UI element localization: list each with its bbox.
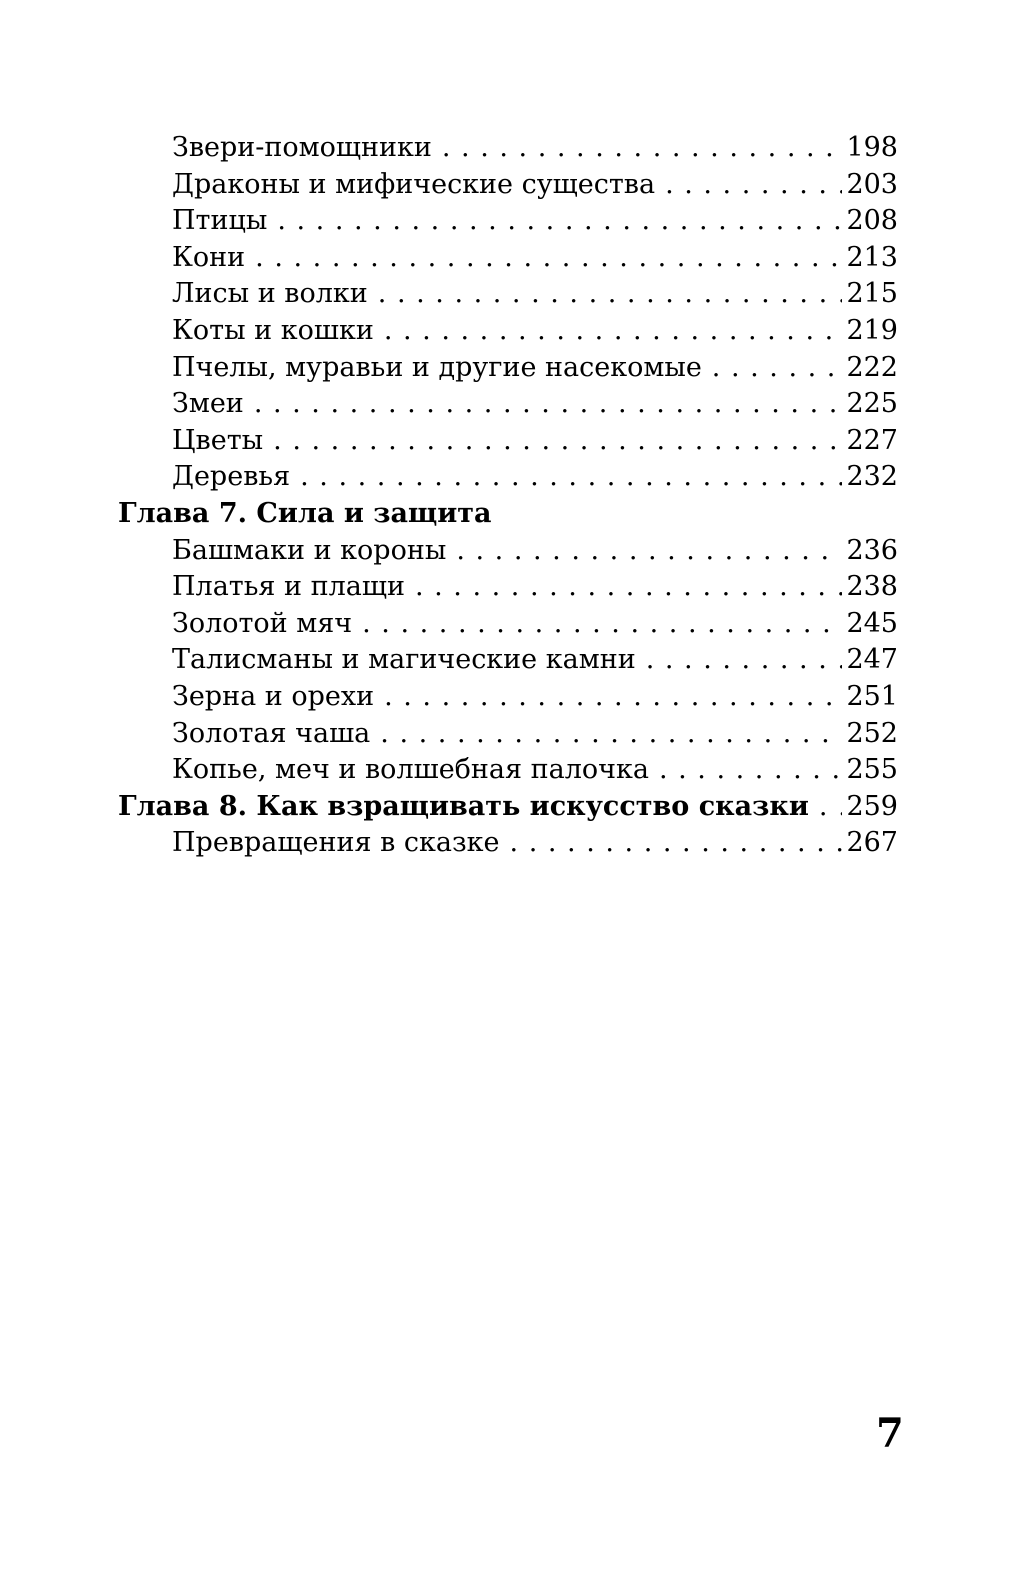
toc-entry-title: Золотая чаша: [172, 717, 371, 749]
toc-entry-page: 259: [846, 790, 898, 822]
toc-entry-title: Золотой мяч: [172, 607, 353, 639]
toc-chapter-heading: [118, 789, 898, 826]
toc-leader-dots: [712, 350, 843, 387]
toc-leader-dots: [819, 789, 843, 826]
toc-entry-page: 227: [846, 424, 898, 456]
toc-entry-page: 236: [846, 534, 898, 566]
toc-entry: [118, 203, 898, 240]
page-number: 7: [876, 1410, 904, 1457]
toc-entry-page: 215: [846, 278, 898, 310]
toc-entry-title: Талисманы и магические камни: [172, 644, 636, 676]
toc-entry-title: Птицы: [172, 205, 268, 237]
toc-leader-dots: [362, 606, 842, 643]
toc-leader-dots: [659, 752, 842, 789]
toc-entry-title: Платья и плащи: [172, 571, 405, 603]
toc-entry: [118, 642, 898, 679]
toc-entry: [118, 423, 898, 460]
toc-entry-page: 255: [846, 754, 898, 786]
table-of-contents: [118, 130, 898, 862]
toc-entry: [118, 679, 898, 716]
toc-entry-page: 208: [846, 205, 898, 237]
toc-entry-page: 267: [846, 827, 898, 859]
toc-entry-page: 247: [846, 644, 898, 676]
toc-leader-dots: [273, 423, 842, 460]
toc-entry: [118, 716, 898, 753]
toc-leader-dots: [277, 203, 842, 240]
toc-leader-dots: [442, 130, 843, 167]
toc-entry: [118, 386, 898, 423]
toc-entry-title: Деревья: [172, 461, 291, 493]
toc-leader-dots: [665, 167, 842, 204]
toc-entry-title: Лисы и волки: [172, 278, 368, 310]
toc-entry-page: 245: [846, 607, 898, 639]
toc-chapter-heading: [118, 496, 898, 533]
toc-entry-title: Цветы: [172, 424, 264, 456]
toc-leader-dots: [254, 386, 843, 423]
toc-entry-page: 252: [846, 717, 898, 749]
toc-entry: [118, 825, 898, 862]
toc-entry: [118, 130, 898, 167]
toc-entry-page: 225: [846, 388, 898, 420]
toc-entry-page: 222: [846, 351, 898, 383]
toc-entry: [118, 276, 898, 313]
toc-entry-title: Копье, меч и волшебная палочка: [172, 754, 649, 786]
toc-entry-title: Звери-помощники: [172, 132, 432, 163]
toc-entry-title: Драконы и мифические существа: [172, 168, 656, 200]
toc-leader-dots: [380, 716, 842, 753]
toc-leader-dots: [300, 459, 842, 496]
toc-entry: [118, 459, 898, 496]
toc-entry-title: Превращения в сказке: [172, 827, 500, 859]
toc-entry-page: 198: [846, 132, 898, 163]
toc-entry: [118, 752, 898, 789]
toc-entry-page: 213: [846, 241, 898, 273]
toc-entry: [118, 240, 898, 277]
toc-entry: [118, 350, 898, 387]
toc-entry-title: Коты и кошки: [172, 314, 374, 346]
toc-leader-dots: [415, 569, 842, 606]
toc-leader-dots: [646, 642, 843, 679]
toc-entry-title: Пчелы, муравьи и другие насекомые: [172, 351, 702, 383]
toc-entry-title: Зерна и орехи: [172, 680, 375, 712]
toc-leader-dots: [255, 240, 842, 277]
toc-entry-page: 219: [846, 314, 898, 346]
toc-entry-page: 238: [846, 571, 898, 603]
toc-leader-dots: [384, 313, 843, 350]
toc-entry-title: Глава 7. Сила и защита: [118, 497, 492, 529]
toc-entry-page: 232: [846, 461, 898, 493]
toc-entry: [118, 533, 898, 570]
toc-leader-dots: [456, 533, 842, 570]
toc-entry: [118, 313, 898, 350]
toc-entry-title: Кони: [172, 241, 246, 273]
toc-entry-title: Башмаки и короны: [172, 534, 447, 566]
toc-entry: [118, 606, 898, 643]
toc-entry-title: Глава 8. Как взращивать искусство сказки: [118, 790, 809, 822]
toc-leader-dots: [378, 276, 843, 313]
toc-entry-page: 251: [846, 680, 898, 712]
toc-leader-dots: [384, 679, 842, 716]
toc-entry: [118, 569, 898, 606]
toc-entry-page: 203: [846, 168, 898, 200]
toc-leader-dots: [510, 825, 843, 862]
toc-entry: [118, 167, 898, 204]
toc-entry-title: Змеи: [172, 388, 244, 420]
